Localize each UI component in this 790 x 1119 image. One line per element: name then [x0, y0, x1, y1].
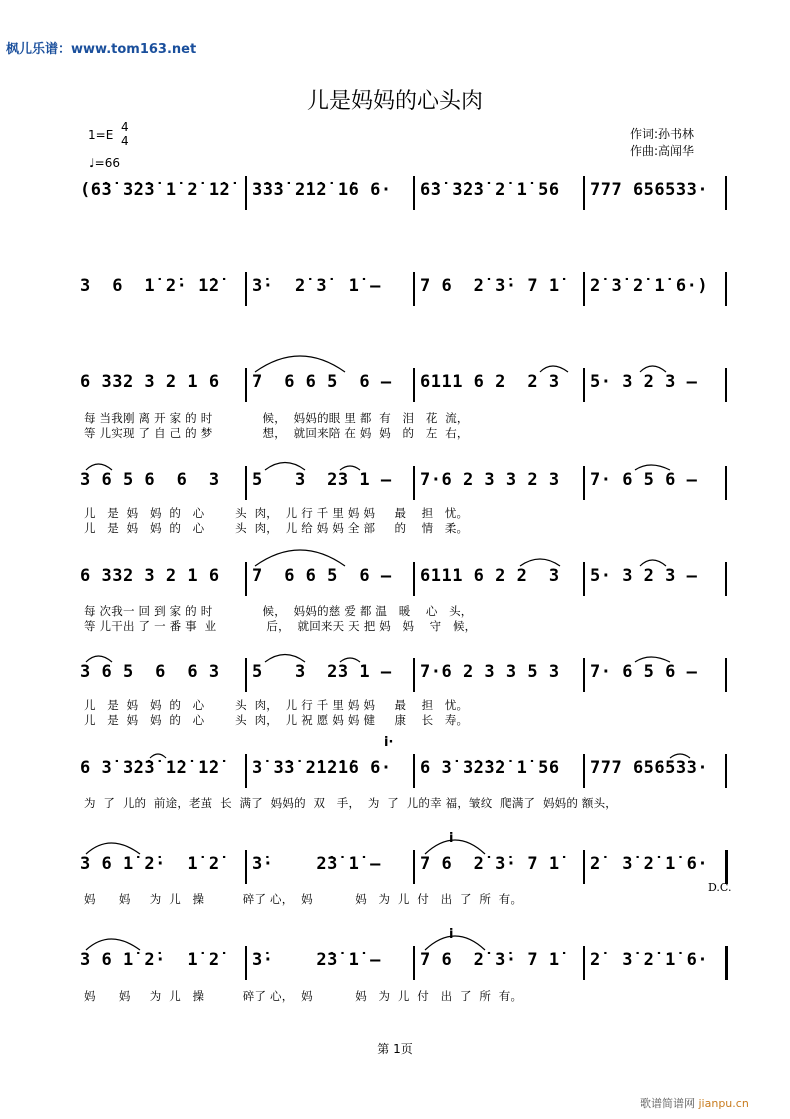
- composer: 作曲:高闻华: [630, 144, 695, 158]
- measure: 3̇3̇3̇ 2̇1̇2̇ 1̇6 6·: [252, 180, 392, 200]
- measure: 2̇ 3̇ 2̇ 1̇ 6·): [590, 276, 709, 296]
- measure: 7·6 2 3 3 5 3: [420, 662, 560, 682]
- lyric-line: 儿 是 妈 妈 的 心 头 肉， 儿 给 妈 妈 全 部 的 情 柔。: [84, 521, 469, 535]
- measure: 6 3̇ 3̇2̇3̇ 1̇2̇ 1̇2̇: [80, 758, 220, 778]
- measure: 7· 6 5 6 –: [590, 662, 698, 682]
- lyric-line: 每 次我一 回 到 家 的 时 候， 妈妈的慈 爱 都 温 暖 心 头，: [84, 604, 473, 618]
- page-footer: 第 1页: [377, 1042, 413, 1056]
- slur: [670, 754, 690, 758]
- fermata-note: i: [449, 927, 454, 942]
- measure: 777 656533·: [590, 758, 709, 778]
- measure: 6̇3̇ 3̇2̇3̇ 2̇ 1̇ 56: [420, 180, 560, 200]
- measure: 3̇ 3̇3̇ 2̇1̇2̇1̇6 6·: [252, 758, 392, 778]
- fermata-note: i: [449, 831, 454, 846]
- measure: 777 656533·: [590, 180, 709, 200]
- measure: 3 6 5 6 6 3: [80, 662, 220, 682]
- measure: 3̇· 2̇3̇ 1̇ –: [252, 950, 381, 970]
- slur: [340, 658, 360, 662]
- lyric-line: 每 当我刚 离 开 家 的 时 候， 妈妈的眼 里 都 有 泪 花 流，: [84, 411, 469, 425]
- accent-mark: i·: [384, 735, 394, 750]
- measure: 3 6 5 6 6 3: [80, 470, 220, 490]
- dc-mark: D.C.: [708, 881, 732, 894]
- measure: 7· 6 5 6 –: [590, 470, 698, 490]
- slur: [340, 466, 360, 470]
- measure: 7 6 2̇ 3̇· 7 1̇: [420, 276, 560, 296]
- lyric-line: 妈 妈 为 儿 操 碎了 心， 妈 妈 为 儿 付 出 了 所 有。: [84, 989, 523, 1003]
- slur: [255, 550, 345, 566]
- measure: 6 3̇ 3̇2̇3̇2̇ 1̇ 56: [420, 758, 560, 778]
- slur: [86, 464, 112, 470]
- lyricist: 作词:孙书林: [630, 127, 695, 141]
- measure: 7·6 2 3 3 2 3: [420, 470, 560, 490]
- watermark-text: 歌谱简谱网: [640, 1097, 695, 1110]
- slur: [635, 657, 670, 662]
- slur: [640, 366, 666, 372]
- measure: 6111 6 2 2 3: [420, 566, 560, 586]
- lyric-line: 妈 妈 为 儿 操 碎了 心， 妈 妈 为 儿 付 出 了 所 有。: [84, 892, 523, 906]
- tempo-marking: ♩=66: [89, 156, 120, 170]
- measure: 5 3 23 1 –: [252, 470, 392, 490]
- slur: [520, 559, 560, 566]
- slur: [86, 843, 140, 854]
- measure: 3 6 1̇ 2̇· 1̇ 2̇: [80, 854, 220, 874]
- slur: [425, 936, 485, 950]
- lyric-line: 等 儿干出 了 一 番 事 业 后， 就回来天 天 把 妈 妈 守 候，: [84, 619, 477, 633]
- measure: 2̇ 3̇ 2̇ 1̇ 6·: [590, 854, 709, 874]
- slur: [265, 463, 305, 471]
- slur: [635, 465, 670, 470]
- watermark-domain: jianpu.cn: [698, 1097, 749, 1110]
- slur: [86, 939, 140, 950]
- measure: 3 6 1̇ 2̇· 1̇2̇: [80, 276, 220, 296]
- page-title: 儿是妈妈的心头肉: [306, 89, 483, 114]
- lyric-line: 儿 是 妈 妈 的 心 头 肉， 儿 祝 愿 妈 妈 健 康 长 寿。: [84, 713, 469, 727]
- lyric-line: 儿 是 妈 妈 的 心 头 肉， 儿 行 千 里 妈 妈 最 担 忧。: [84, 698, 469, 712]
- slur: [265, 655, 305, 663]
- slur: [150, 754, 166, 758]
- slur: [540, 366, 568, 372]
- measure: 7 6 2̇ 3̇· 7 1̇: [420, 854, 560, 874]
- measure: 2̇ 3̇ 2̇ 1̇ 6·: [590, 950, 709, 970]
- measure: 5· 3 2 3 –: [590, 372, 698, 392]
- time-signature-top: 4: [121, 120, 129, 134]
- measure: 3̇· 2̇ 3̇ 1̇ –: [252, 276, 381, 296]
- measure: 7 6 6 5 6 –: [252, 372, 392, 392]
- site-header: 枫儿乐谱：www.tom163.net: [6, 42, 197, 57]
- measure: 6 332 3 2 1 6: [80, 372, 220, 392]
- measure: 7 6 2̇ 3̇· 7 1̇: [420, 950, 560, 970]
- lyric-line: 为 了 儿的 前途，老茧 长 满了 妈妈的 双 手， 为 了 儿的幸 福，皱纹 爬满了 妈妈的 额头，: [84, 796, 618, 810]
- slur: [640, 560, 666, 566]
- measure: 6 332 3 2 1 6: [80, 566, 220, 586]
- slur: [425, 840, 485, 854]
- key-signature: 1=E: [88, 128, 114, 142]
- measure: 5 3 23 1 –: [252, 662, 392, 682]
- measure: 7 6 6 5 6 –: [252, 566, 392, 586]
- measure: 3 6 1̇ 2̇· 1̇ 2̇: [80, 950, 220, 970]
- measure: 3̇· 2̇3̇ 1̇ –: [252, 854, 381, 874]
- measure: 5· 3 2 3 –: [590, 566, 698, 586]
- lyric-line: 儿 是 妈 妈 的 心 头 肉， 儿 行 千 里 妈 妈 最 担 忧。: [84, 506, 469, 520]
- watermark: [640, 1095, 749, 1111]
- slur: [255, 356, 345, 372]
- measure: (6̇3̇ 3̇2̇3̇ 1̇ 2̇ 1̇2̇: [80, 180, 231, 200]
- measure: 6111 6 2 2 3: [420, 372, 560, 392]
- slur: [86, 656, 112, 662]
- lyric-line: 等 儿实现 了 自 己 的 梦 想， 就回来陪 在 妈 妈 的 左 右，: [84, 426, 469, 440]
- time-signature-bottom: 4: [121, 134, 129, 148]
